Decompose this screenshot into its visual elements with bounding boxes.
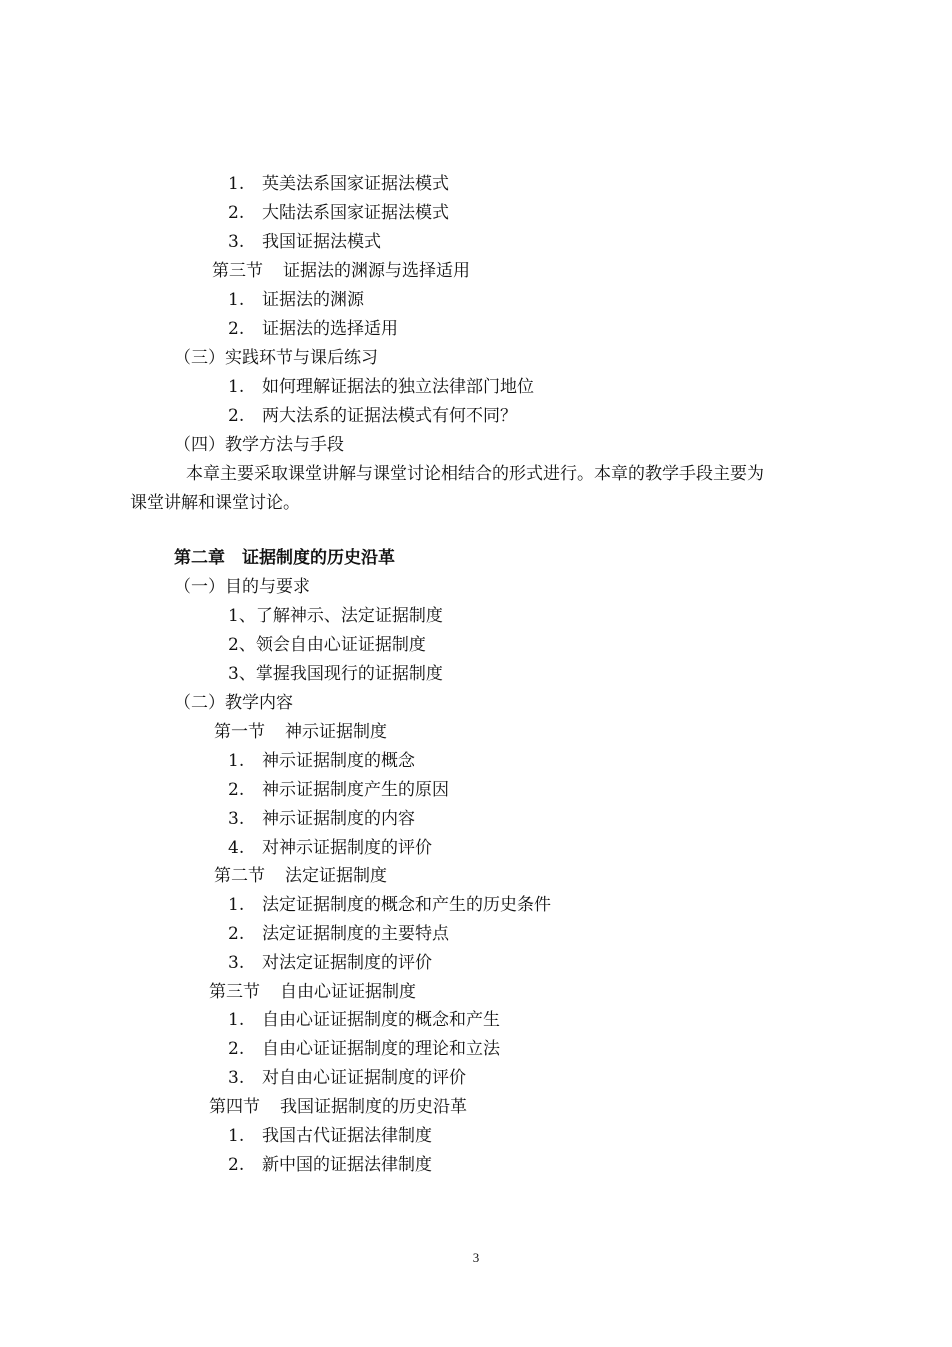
section-heading: 第一节 神示证据制度 — [214, 722, 387, 742]
section-heading: 第三节 自由心证证据制度 — [209, 982, 416, 1002]
list-item: 2. 两大法系的证据法模式有何不同？ — [228, 406, 517, 426]
list-item: 2. 证据法的选择适用 — [228, 319, 398, 339]
list-item: 3. 对自由心证证据制度的评价 — [228, 1068, 466, 1088]
list-item: 1、了解神示、法定证据制度 — [228, 606, 443, 626]
list-item: 2. 大陆法系国家证据法模式 — [228, 203, 449, 223]
list-item: 3. 对法定证据制度的评价 — [228, 953, 432, 973]
list-item: 3、掌握我国现行的证据制度 — [228, 664, 443, 684]
paragraph-line: 本章主要采取课堂讲解与课堂讨论相结合的形式进行。本章的教学手段主要为 — [186, 464, 764, 484]
subheading: （一）目的与要求 — [174, 577, 310, 597]
list-item: 1. 神示证据制度的概念 — [228, 751, 415, 771]
section-heading: 第二节 法定证据制度 — [214, 866, 387, 886]
section-heading: 第三节 证据法的渊源与选择适用 — [212, 261, 470, 281]
list-item: 3. 我国证据法模式 — [228, 232, 381, 252]
list-item: 2. 自由心证证据制度的理论和立法 — [228, 1039, 500, 1059]
section-heading: 第四节 我国证据制度的历史沿革 — [209, 1097, 467, 1117]
chapter-title: 第二章 证据制度的历史沿革 — [174, 548, 395, 568]
list-item: 1. 我国古代证据法律制度 — [228, 1126, 432, 1146]
list-item: 2. 新中国的证据法律制度 — [228, 1155, 432, 1175]
subheading: （四）教学方法与手段 — [174, 435, 344, 455]
list-item: 2、领会自由心证证据制度 — [228, 635, 426, 655]
list-item: 1. 法定证据制度的概念和产生的历史条件 — [228, 895, 551, 915]
list-item: 2. 神示证据制度产生的原因 — [228, 780, 449, 800]
list-item: 4. 对神示证据制度的评价 — [228, 838, 432, 858]
subheading: （三）实践环节与课后练习 — [174, 348, 378, 368]
paragraph-line: 课堂讲解和课堂讨论。 — [130, 493, 300, 513]
list-item: 1. 自由心证证据制度的概念和产生 — [228, 1010, 500, 1030]
page-number: 3 — [472, 1250, 480, 1265]
list-item: 3. 神示证据制度的内容 — [228, 809, 415, 829]
list-item: 1. 如何理解证据法的独立法律部门地位 — [228, 377, 534, 397]
list-item: 2. 法定证据制度的主要特点 — [228, 924, 449, 944]
list-item: 1. 英美法系国家证据法模式 — [228, 174, 449, 194]
list-item: 1. 证据法的渊源 — [228, 290, 364, 310]
subheading: （二）教学内容 — [174, 693, 293, 713]
